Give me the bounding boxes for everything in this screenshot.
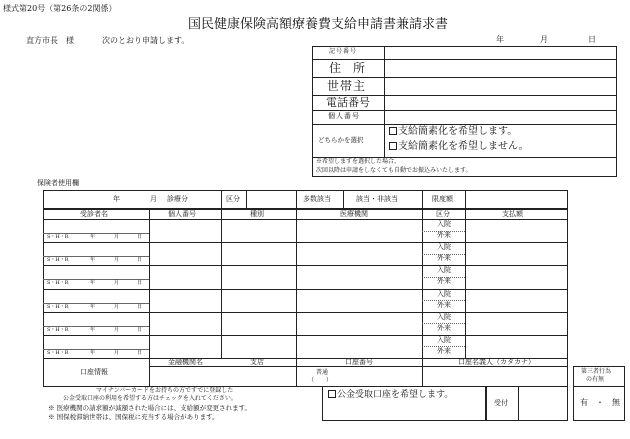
simplify-note-2: 次回以降は申請をしなくても自動でお振込みいたします。 (316, 167, 472, 174)
receipt-label: 受付 (494, 399, 508, 407)
era-label: S・H・R (47, 234, 69, 240)
outpatient-label[interactable]: 外来 (437, 254, 451, 263)
outpatient-label[interactable]: 外来 (437, 231, 451, 239)
inpatient-label[interactable]: 入院 (437, 335, 451, 344)
insurer-section-label: 保険者使用欄 (37, 179, 79, 187)
dob-day: 日 (137, 280, 143, 287)
date-month: 月 (540, 35, 548, 44)
era-label: S・H・R (47, 349, 69, 356)
dob-year: 年 (90, 257, 96, 264)
dob-month: 月 (114, 280, 120, 287)
treatment-period-label: 診療分 (167, 195, 188, 203)
public-fund-label: 公金受取口座を希望します。 (337, 390, 454, 400)
option-no-label: 支給簡素化を希望しません。 (398, 141, 529, 152)
mynumber-note-1: マイナンバーカードをお持ちの方ですでに登録した (96, 387, 234, 394)
form-number: 様式第20号（第26条の2関係） (3, 4, 117, 13)
checkbox-simplify-yes[interactable] (389, 127, 397, 135)
inpatient-label[interactable]: 入院 (437, 266, 451, 275)
insurer-month: 月 (150, 195, 157, 203)
symbol-number-label: 記号番号 (329, 48, 358, 55)
dob-year: 年 (90, 349, 96, 356)
simplify-note-1: ※希望しますを選択した場合、 (316, 158, 401, 165)
dob-year: 年 (90, 234, 96, 240)
account-type-paren: （ ） (308, 377, 333, 384)
address-label: 住 所 (329, 61, 366, 75)
header-payment: 支払額 (502, 210, 523, 218)
option-yes-label: 支給簡素化を希望します。 (398, 126, 518, 137)
choose-label: どちらかを選択 (318, 136, 364, 144)
limit-label: 限度額 (432, 195, 453, 203)
dob-month: 月 (114, 303, 120, 310)
checkbox-public-fund[interactable] (328, 390, 336, 398)
third-party-label-1: 第三者行為 (581, 368, 612, 375)
account-type-normal: 普通 (316, 369, 329, 376)
header-category: 区分 (436, 210, 450, 218)
intro-text: 次のとおり申請します。 (102, 36, 190, 45)
inpatient-label[interactable]: 入院 (437, 312, 451, 321)
outpatient-label[interactable]: 外来 (437, 277, 451, 286)
insurer-year: 年 (113, 195, 120, 203)
branch-label: 支店 (250, 358, 264, 366)
householder-label: 世帯主 (327, 79, 367, 93)
header-institution: 医療機関 (340, 210, 368, 218)
era-label: S・H・R (47, 303, 69, 310)
dob-month: 月 (114, 257, 120, 264)
dob-year: 年 (90, 326, 96, 333)
page-title: 国民健康保険高額療養費支給申請書兼請求書 (188, 17, 449, 32)
account-number-label: 口座番号 (345, 358, 373, 366)
outpatient-label[interactable]: 外来 (437, 300, 451, 309)
dob-month: 月 (114, 349, 120, 356)
footer-note-1: ※ 医療機関の請求額が減額された場合には、支給額が変更されます。 (48, 404, 252, 412)
header-patient-name: 受診者名 (80, 210, 108, 218)
dob-year: 年 (90, 303, 96, 310)
inpatient-label[interactable]: 入院 (437, 289, 451, 298)
date-day: 日 (588, 35, 596, 44)
date-year: 年 (496, 35, 504, 44)
account-info-label: 口座情報 (80, 368, 108, 376)
dob-day: 日 (137, 234, 143, 240)
footer-note-2: ※ 国保税滞納世帯は、国保税に充当する場合があります。 (48, 413, 219, 421)
era-label: S・H・R (47, 280, 69, 287)
era-label: S・H・R (47, 326, 69, 333)
mynumber-note-2: 公金受取口座の利用を希望する方はチェックを入れてください。 (63, 395, 237, 402)
option-simplify-yes[interactable] (389, 127, 517, 137)
outpatient-label[interactable]: 外来 (437, 346, 451, 355)
phone-label: 電話番号 (326, 96, 370, 109)
dob-year: 年 (90, 280, 96, 287)
outpatient-label[interactable]: 外来 (437, 323, 451, 332)
header-type: 種別 (250, 210, 264, 218)
dob-day: 日 (137, 326, 143, 333)
dob-day: 日 (137, 349, 143, 356)
public-fund-option[interactable] (328, 390, 453, 400)
personal-number-label: 個人番号 (328, 112, 360, 120)
dob-month: 月 (114, 234, 120, 240)
inpatient-label[interactable]: 入院 (437, 243, 451, 252)
option-simplify-no[interactable] (389, 142, 529, 152)
era-label: S・H・R (47, 257, 69, 264)
third-party-label-2: の有無 (586, 376, 605, 383)
multiple-label: 多数該当 (303, 195, 331, 203)
category-label: 区分 (226, 195, 240, 203)
institution-label: 金融機関名 (168, 358, 203, 366)
header-personal-number: 個人番号 (168, 210, 196, 218)
applicable-label: 該当・非該当 (356, 195, 398, 203)
holder-label: 口座名義人（カタカナ） (458, 358, 535, 366)
inpatient-label[interactable]: 入院 (437, 220, 451, 228)
third-party-value[interactable]: 有 ・ 無 (580, 398, 620, 407)
dob-day: 日 (137, 257, 143, 264)
checkbox-simplify-no[interactable] (389, 142, 397, 150)
dob-day: 日 (137, 303, 143, 310)
addressee: 直方市長 様 (26, 36, 74, 45)
dob-month: 月 (114, 326, 120, 333)
